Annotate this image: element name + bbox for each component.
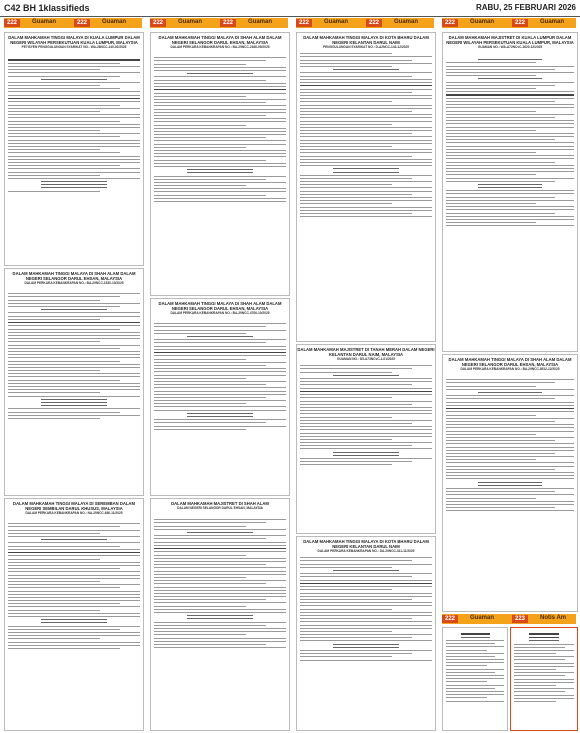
notice-body (446, 631, 504, 704)
notice-body (514, 631, 574, 704)
masthead-title: C42 BH 1klassifieds (4, 3, 90, 13)
category-code: 222 (442, 615, 458, 623)
notice-block (150, 498, 290, 731)
notice-block (4, 498, 144, 731)
notice-title: DALAM MAHKAMAH MAJISTRET DI SHAH ALAM (171, 501, 269, 506)
notice-ref: GUAMAN NO.: WA-A72NCvC-1620-12/2025 (477, 45, 543, 49)
notice-ref: DALAM PERKARA KEBANKRAPAN NO.: NA-29NCC-680-11/2025 (25, 511, 123, 515)
notice-block (442, 32, 578, 352)
notice-ref: PETISYEN PENGGULUNGAN SYARIKAT NO.: WA-28NCC-140-02/2026 (21, 45, 127, 49)
notice-ref: PENGGULUNGAN SYARIKAT NO.: D-A2NCC-143-12/2025 (323, 45, 409, 49)
notice-body (446, 377, 574, 513)
notice-body (300, 363, 432, 468)
notice-title: DALAM MAHKAMAH TINGGI MALAYA DI KUALA LUMPUR DALAM NEGERI WILAYAH PERSEKUTUAN KUALA LUMPUR, MALAYSIA (8, 35, 140, 45)
notice-ref: DALAM PERKARA KEBANKRAPAN NO.: BA-29NCC-8512-12/2025 (460, 367, 560, 371)
category-bar-1 (4, 18, 142, 28)
notice-title: DALAM MAHKAMAH TINGGI MALAYA DI SHAH ALAM DALAM NEGERI SELANGOR DARUL EHSAN, MALAYSIA (448, 357, 572, 367)
notice-block (150, 32, 290, 296)
category-bar-4 (442, 18, 576, 28)
category-label: Guaman (540, 19, 565, 25)
notice-ref: DALAM PERKARA KEBANKRAPAN NO.: BA-29NCC-2186-09/2025 (170, 45, 270, 49)
notis-box-right (510, 627, 578, 731)
notice-title: DALAM MAHKAMAH TINGGI MALAYA DI SHAH ALAM DALAM NEGERI SELANGOR DARUL EHSAN, MALAYSIA (158, 301, 282, 311)
notice-block (296, 536, 436, 731)
notice-body (446, 57, 574, 229)
notice-body (8, 57, 140, 194)
notice-title: DALAM MAHKAMAH MAJISTRET DI TANAH MERAH DALAM NEGERI KELANTAN DARUL NAIM, MALAYSIA (297, 347, 435, 357)
category-label: Guaman (470, 615, 495, 621)
notice-title: DALAM MAHKAMAH TINGGI MALAYA DI SEREMBAN DALAM NEGERI SEMBILAN DARUL KHUSUS, MALAYSIA (13, 501, 135, 511)
notice-title: DALAM MAHKAMAH TINGGI MALAYA DI KOTA BHARU DALAM NEGERI KELANTAN DARUL NAIM (303, 35, 429, 45)
category-label: Guaman (178, 19, 203, 25)
notice-title: DALAM MAHKAMAH TINGGI MALAYA DI SHAH ALAM DALAM NEGERI SELANGOR DARUL EHSAN, MALAYSIA (158, 35, 282, 45)
notice-title: DALAM MAHKAMAH TINGGI MALAYA DI SHAH ALAM DALAM NEGERI SELANGOR DARUL EHSAN, MALAYSIA (12, 271, 136, 281)
category-bar-3 (296, 18, 434, 28)
category-code: 222 (512, 19, 528, 27)
category-code: 222 (442, 19, 458, 27)
category-code: 222 (74, 19, 90, 27)
notice-title: DALAM MAHKAMAH MAJISTRET DI KUALA LUMPUR DALAM NEGERI WILAYAH PERSEKUTUAN KUALA LUMPUR, MALAYSIA (446, 35, 574, 45)
category-code: 222 (366, 19, 382, 27)
category-label: Guaman (324, 19, 349, 25)
notice-block (296, 32, 436, 342)
notice-block (4, 268, 144, 496)
notice-body (8, 291, 140, 421)
notice-body (154, 321, 286, 432)
notice-ref: DALAM PERKARA KEBANKRAPAN NO.: BA-29NCC-4706-10/2025 (170, 311, 270, 315)
notice-body (154, 55, 286, 204)
category-label: Guaman (394, 19, 419, 25)
category-code-notis: 223 (512, 615, 528, 623)
category-label: Guaman (470, 19, 495, 25)
masthead-date: RABU, 25 FEBRUARI 2026 (475, 3, 576, 12)
masthead (0, 0, 580, 17)
category-code: 222 (150, 19, 166, 27)
category-code: 222 (220, 19, 236, 27)
notice-body (8, 521, 140, 651)
notice-body (300, 51, 432, 219)
notice-body (300, 555, 432, 663)
category-code: 222 (296, 19, 312, 27)
notice-ref: DALAM NEGERI SELANGOR DARUL EHSAN, MALAYSIA (177, 506, 263, 510)
notice-block (296, 344, 436, 534)
notice-ref: GUAMAN NO.: D5-A73NCvC-1-01/2025 (337, 357, 395, 361)
notice-ref: DALAM PERKARA KEBANKRAPAN NO.: BA-29NCC-1530-10/2025 (24, 281, 124, 285)
category-label: Guaman (248, 19, 273, 25)
notice-block (4, 32, 144, 266)
category-label: Guaman (32, 19, 57, 25)
notice-block (150, 298, 290, 496)
notice-title: DALAM MAHKAMAH TINGGI MALAYA DI KOTA BHARU DALAM NEGERI KELANTAN DARUL NAIM (303, 539, 429, 549)
notis-box-left (442, 627, 508, 731)
notice-ref: DALAM PERKARA KEBANKRAPAN NO.: DA-29NCC-311-11/2025 (317, 549, 415, 553)
category-code: 222 (4, 19, 20, 27)
category-bar-2 (150, 18, 288, 28)
category-label: Guaman (102, 19, 127, 25)
category-bar-bottom (442, 614, 576, 624)
notice-block (442, 354, 578, 612)
category-label-notis: Notis Am (540, 615, 567, 621)
notice-body (154, 517, 286, 650)
